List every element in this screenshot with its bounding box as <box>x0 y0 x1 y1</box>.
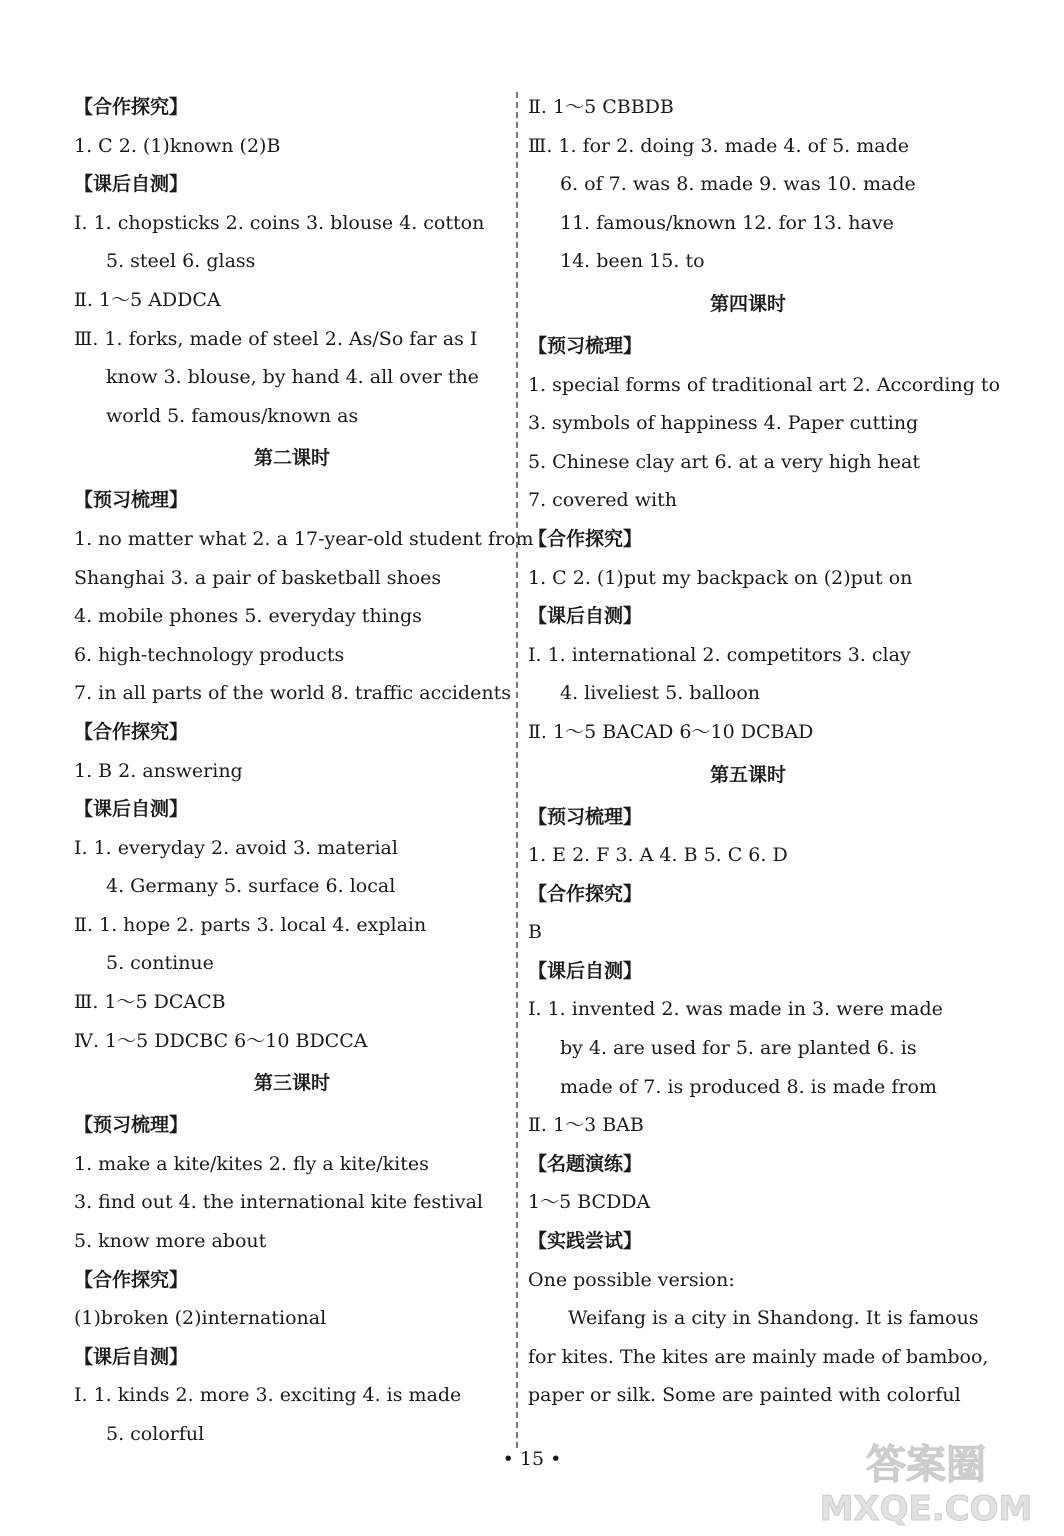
answer-line-continued: 14. been 15. to <box>560 250 705 273</box>
section-heading: 【课后自测】 <box>74 1345 189 1368</box>
section-heading: 【预习梳理】 <box>528 805 643 828</box>
answer-line: 5. Chinese clay art 6. at a very high heat <box>528 450 921 473</box>
answer-line: 1. C 2. (1)put my backpack on (2)put on <box>528 566 913 589</box>
page-number: • 15 • <box>502 1448 562 1470</box>
answer-line: Ⅱ. 1～5 ADDCA <box>74 288 221 311</box>
answer-line: (1)broken (2)international <box>74 1307 327 1330</box>
watermark-logo <box>796 1434 1056 1530</box>
section-heading: 【合作探究】 <box>74 720 189 743</box>
answer-line: Ⅲ. 1. forks, made of steel 2. As/So far as I <box>74 327 478 350</box>
answer-line: 1. no matter what 2. a 17-year-old student from <box>74 527 534 550</box>
lesson-title: 第五课时 <box>709 763 786 786</box>
answer-line: One possible version: <box>528 1268 735 1291</box>
answer-line: 3. find out 4. the international kite festival <box>74 1191 484 1214</box>
answer-line-continued: by 4. are used for 5. are planted 6. is <box>560 1037 917 1060</box>
section-heading: 【课后自测】 <box>528 605 643 628</box>
section-heading: 【合作探究】 <box>528 527 643 550</box>
section-heading: 【合作探究】 <box>74 1268 189 1291</box>
section-heading: 【实践尝试】 <box>528 1230 643 1253</box>
column-divider <box>516 92 518 1448</box>
answer-line: 1. B 2. answering <box>74 759 243 782</box>
answer-line: Ⅳ. 1～5 DDCBC 6～10 BDCCA <box>74 1029 368 1052</box>
answer-line: 1. E 2. F 3. A 4. B 5. C 6. D <box>528 844 788 867</box>
svg-text:MXQE.COM: MXQE.COM <box>819 1489 1033 1529</box>
answer-line-continued: 4. liveliest 5. balloon <box>560 682 761 705</box>
answer-line: B <box>528 921 542 944</box>
answer-line: 3. symbols of happiness 4. Paper cutting <box>528 412 919 435</box>
answer-line-continued: 6. of 7. was 8. made 9. was 10. made <box>560 173 916 196</box>
section-heading: 【预习梳理】 <box>528 334 643 357</box>
answer-line: 5. know more about <box>74 1230 267 1253</box>
answer-line-continued: 5. steel 6. glass <box>106 250 256 273</box>
left-column <box>74 88 534 1454</box>
answer-line: Ⅰ. 1. invented 2. was made in 3. were made <box>528 998 943 1021</box>
answer-line: Ⅰ. 1. everyday 2. avoid 3. material <box>74 836 398 859</box>
lesson-title: 第三课时 <box>253 1072 330 1095</box>
answer-line-continued: 5. colorful <box>106 1423 205 1445</box>
section-heading: 【课后自测】 <box>528 959 643 982</box>
answer-line: 1. special forms of traditional art 2. According to <box>528 373 1001 396</box>
answer-line-continued: 11. famous/known 12. for 13. have <box>560 211 894 234</box>
right-column <box>528 88 1001 1415</box>
answer-line: Ⅰ. 1. kinds 2. more 3. exciting 4. is made <box>74 1384 462 1407</box>
section-heading: 【预习梳理】 <box>74 489 189 512</box>
answer-line: Ⅱ. 1. hope 2. parts 3. local 4. explain <box>74 913 427 936</box>
answer-line: Ⅲ. 1～5 DCACB <box>74 991 226 1014</box>
section-heading: 【名题演练】 <box>528 1152 643 1175</box>
answer-line: Ⅲ. 1. for 2. doing 3. made 4. of 5. made <box>528 134 910 157</box>
answer-line: paper or silk. Some are painted with colorful <box>528 1384 961 1407</box>
answer-line: 7. covered with <box>528 489 677 512</box>
svg-text:答案圈: 答案圈 <box>866 1442 986 1488</box>
lesson-title: 第四课时 <box>709 292 786 315</box>
answer-line: 4. mobile phones 5. everyday things <box>74 605 422 628</box>
answer-line-continued: world 5. famous/known as <box>106 404 359 427</box>
answer-line: 1. make a kite/kites 2. fly a kite/kites <box>74 1152 429 1175</box>
section-heading: 【课后自测】 <box>74 173 189 196</box>
section-heading: 【合作探究】 <box>74 96 189 118</box>
answer-line: Ⅱ. 1～5 BACAD 6～10 DCBAD <box>528 720 814 743</box>
paragraph-first-line: Weifang is a city in Shandong. It is famous <box>568 1307 979 1330</box>
answer-line: Ⅱ. 1～5 CBBDB <box>528 96 674 118</box>
answer-line-continued: 4. Germany 5. surface 6. local <box>106 875 396 898</box>
answer-line-continued: made of 7. is produced 8. is made from <box>560 1075 937 1098</box>
answer-line: 1. C 2. (1)known (2)B <box>74 134 281 157</box>
answer-line: for kites. The kites are mainly made of bamboo, <box>528 1345 989 1368</box>
section-heading: 【预习梳理】 <box>74 1114 189 1137</box>
answer-line: Ⅰ. 1. international 2. competitors 3. clay <box>528 643 911 666</box>
answer-line: 7. in all parts of the world 8. traffic accidents <box>74 682 511 705</box>
answer-line-continued: 5. continue <box>106 952 214 975</box>
section-heading: 【合作探究】 <box>528 882 643 905</box>
lesson-title: 第二课时 <box>253 447 330 470</box>
section-heading: 【课后自测】 <box>74 798 189 821</box>
answer-line: Ⅰ. 1. chopsticks 2. coins 3. blouse 4. cotton <box>74 211 485 234</box>
answer-line: 1～5 BCDDA <box>528 1191 651 1214</box>
answer-line: Ⅱ. 1～3 BAB <box>528 1114 644 1137</box>
answer-line: Shanghai 3. a pair of basketball shoes <box>74 566 442 589</box>
answer-line-continued: know 3. blouse, by hand 4. all over the <box>106 366 479 389</box>
answer-line: 6. high-technology products <box>74 643 345 666</box>
